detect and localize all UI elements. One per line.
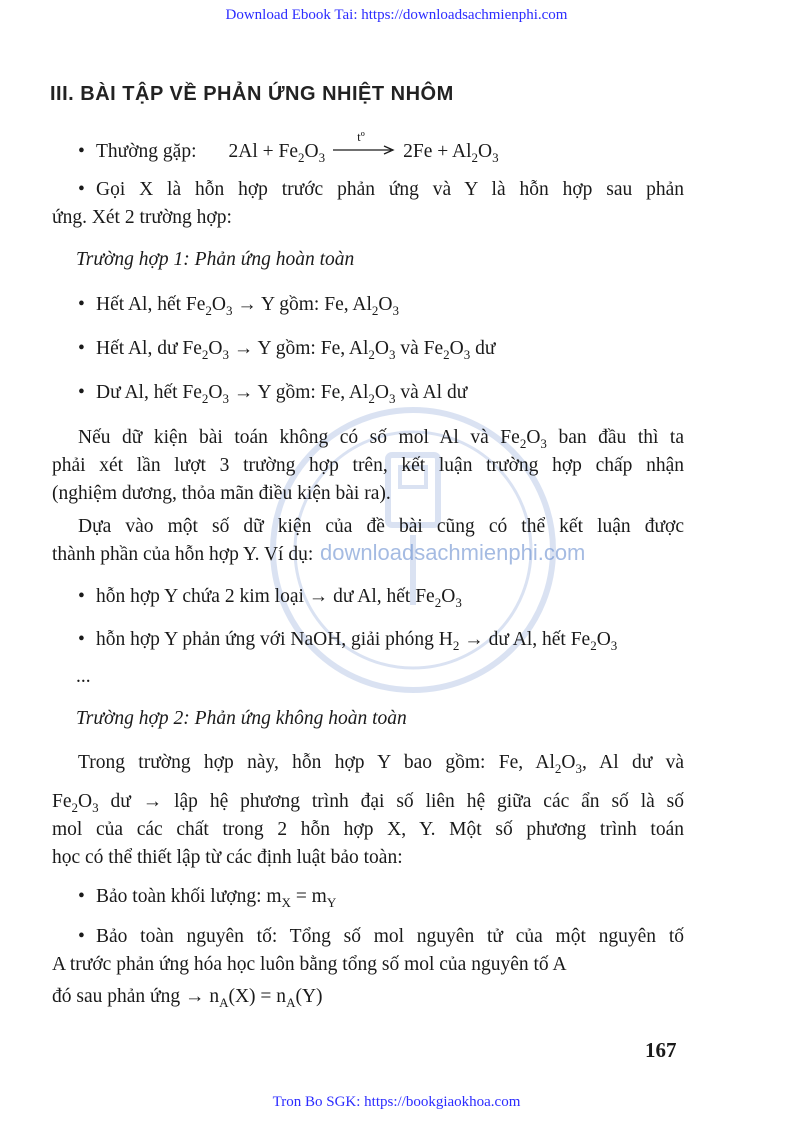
case1-bullet-4: • hỗn hợp Y chứa 2 kim loại → dư Al, hết $Fe_2O_3$ [78, 586, 462, 610]
section-title: III. BÀI TẬP VỀ PHẢN ỨNG NHIỆT NHÔM [50, 83, 454, 105]
reaction-condition: tº [357, 129, 365, 144]
case2-para-line-2: $Fe_2O_3$ dư → lập hệ phương trình đại số liên hệ giữa các ẩn số là số [52, 791, 684, 815]
intro-line-2: ứng. Xét 2 trường hợp: [52, 207, 232, 228]
case1-title: Trường hợp 1: Phản ứng hoàn toàn [76, 249, 355, 270]
bullet-icon: • [78, 586, 85, 607]
case1-bullet-2: • Hết Al, dư $Fe_2O_3 \to Y$ gồm: Fe, $Al_2O_3$ và $Fe_2O_3$ dư [78, 338, 496, 362]
case1-para1-line-2: phải xét lần lượt 3 trường hợp trên, kết luận trường hợp chấp nhận [52, 455, 684, 476]
case1-bullet-1: • Hết Al, hết $Fe_2O_3 \to Y$ gồm: Fe, $Al_2O_3$ [78, 294, 399, 318]
case2-para-line-1: Trong trường hợp này, hỗn hợp Y bao gồm: Fe, $Al_2O_3$, Al dư và [78, 752, 684, 776]
case1-para1-line-1: Nếu dữ kiện bài toán không có số mol Al và $Fe_2O_3$ ban đầu thì ta [78, 427, 685, 451]
header-download-link[interactable]: Download Ebook Tai: https://downloadsachmienphi.com [225, 7, 568, 23]
case1-ellipsis: ... [76, 666, 91, 687]
footer-sgk-link[interactable]: Tron Bo SGK: https://bookgiaokhoa.com [272, 1094, 521, 1110]
case2-para-line-4: học có thể thiết lập từ các định luật bảo toàn: [52, 847, 403, 868]
case1-para2-line-2: thành phần của hỗn hợp Y. Ví dụ: [52, 544, 314, 565]
intro-line-1: • Gọi X là hỗn hợp trước phản ứng và Y là hỗn hợp sau phản [78, 177, 684, 203]
bullet-icon: • [78, 886, 85, 907]
case2-title: Trường hợp 2: Phản ứng không hoàn toàn [76, 708, 407, 729]
page-number: 167 [645, 1038, 677, 1062]
case2-bullet-element-line-2: A trước phản ứng hóa học luôn bằng tổng số mol của nguyên tố A [52, 954, 567, 975]
bullet-icon: • [78, 338, 85, 359]
reaction-equation: • Thường gặp: $2Al + Fe_2O_3$ tº $2Fe + Al_2O_3$ [78, 138, 710, 165]
bullet-icon: • [78, 926, 85, 947]
case2-bullet-mass: • Bảo toàn khối lượng: $m_X = m_Y$ [78, 886, 337, 910]
case2-para-line-3: mol của các chất trong 2 hỗn hợp X, Y. Một số phương trình toán [52, 819, 684, 840]
reaction-arrow-icon [331, 129, 397, 160]
bullet-icon: • [78, 294, 85, 315]
bullet-icon: • [78, 141, 85, 162]
case1-bullet-3: • Dư Al, hết $Fe_2O_3 \to Y$ gồm: Fe, $Al_2O_3$ và Al dư [78, 382, 468, 406]
bullet-icon: • [78, 382, 85, 403]
bullet-icon: • [78, 629, 85, 650]
case1-para1-line-3: (nghiệm dương, thỏa mãn điều kiện bài ra). [52, 483, 391, 504]
case2-bullet-element-line-3: đó sau phản ứng → $n_A(X) = n_A(Y)$ [52, 986, 323, 1010]
bullet-icon: • [78, 179, 85, 200]
case1-bullet-5: • hỗn hợp Y phản ứng với NaOH, giải phóng $H_2$ → dư Al, hết $Fe_2O_3$ [78, 629, 618, 653]
watermark-text: downloadsachmienphi.com [320, 540, 586, 565]
case1-para2-line-1: Dựa vào một số dữ kiện của đề bài cũng có thể kết luận được [78, 516, 684, 537]
case2-bullet-element-line-1: • Bảo toàn nguyên tố: Tổng số mol nguyên tử của một nguyên tố [78, 924, 684, 950]
